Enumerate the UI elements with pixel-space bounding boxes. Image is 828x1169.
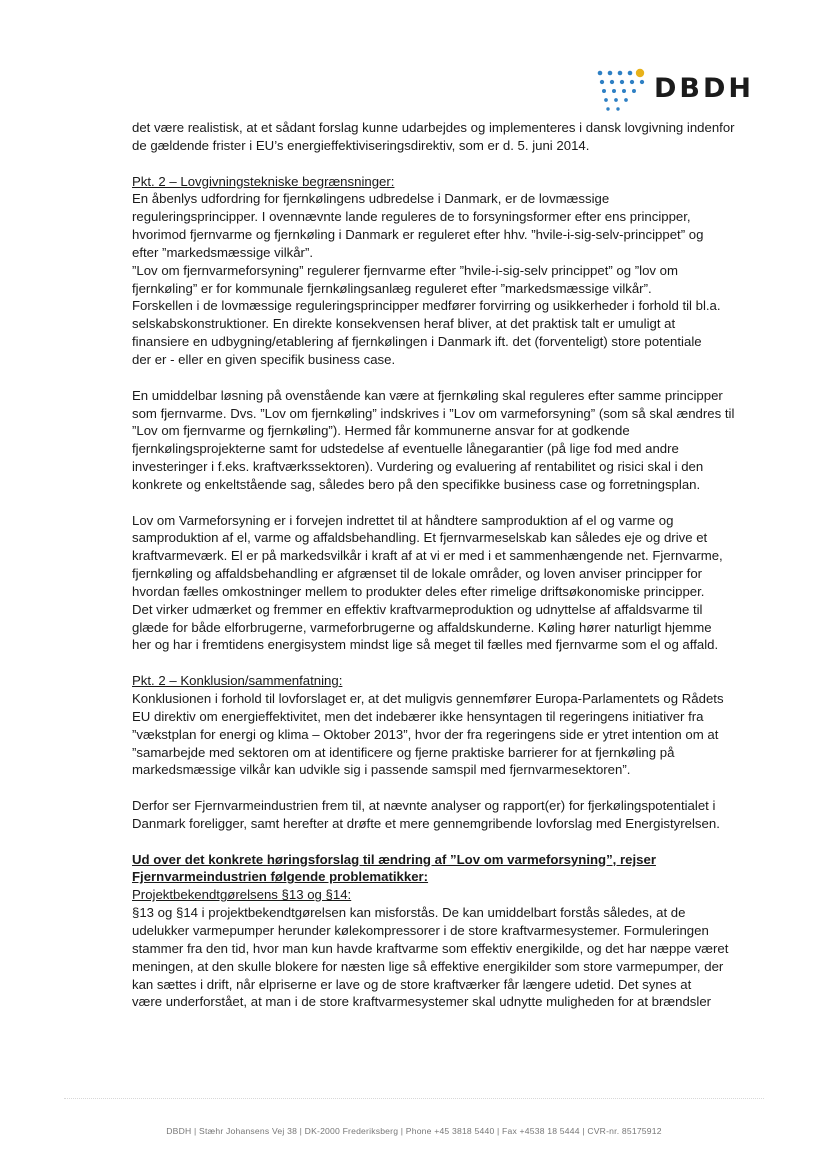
logo-accent-dot bbox=[636, 69, 644, 77]
text-line: hvordan fælles omkostninger mellem to produkter deles efter rimelige driftsøkonomiske principper. bbox=[132, 583, 705, 599]
text-line: som fjernvarme. Dvs. ”Lov om fjernkøling” indskrives i ”Lov om varmeforsyning” (som så skal ændres til bbox=[132, 405, 735, 421]
text-line: stammer fra den tid, hvor man kun havde kraftvarme som effektiv energikilde, og det har næppe været bbox=[132, 940, 729, 956]
document-body bbox=[132, 119, 762, 1011]
text-line: fjernkølingsprojekterne samt for udstedelse af eventuelle lånegarantier (på lige fod med andre bbox=[132, 441, 679, 457]
text-line: finansiere en udbygning/etablering af fjernkølingen i Danmark ift. det (forventeligt) store potentiale bbox=[132, 334, 702, 350]
logo-dot bbox=[640, 80, 644, 84]
section2-paragraph-2 bbox=[132, 387, 762, 494]
dbdh-logo bbox=[592, 66, 755, 116]
text-line: En åbenlys udfordring for fjernkølingens udbredelse i Danmark, er de lovmæssige bbox=[132, 191, 610, 207]
logo-dot bbox=[608, 71, 613, 76]
section3-heading bbox=[132, 672, 762, 690]
logo-dot bbox=[622, 89, 626, 93]
section4-subheading-text: Projektbekendtgørelsens §13 og §14: bbox=[132, 887, 352, 903]
section4-heading bbox=[132, 851, 762, 887]
logo-dot bbox=[606, 107, 609, 110]
text-line: samproduktion af el, varme og affaldsbehandling. Et fjernvarmeselskab kan således eje og drive et bbox=[132, 530, 708, 546]
text-line: ”Lov om fjernvarme og fjernkøling”). Hermed får kommunerne ansvar for at godkende bbox=[132, 423, 630, 439]
logo-dots-icon bbox=[592, 66, 654, 116]
text-line: Ud over det konkrete høringsforslag til ændring af ”Lov om varmeforsyning”, rejser bbox=[132, 851, 656, 867]
text-line: markedsmæssige vilkår kan udvikle sig i passende samspil med fjernvarmesektoren”. bbox=[132, 762, 631, 778]
text-line: de gældende frister i EU’s energieffektiviseringsdirektiv, som er d. 5. juni 2014. bbox=[132, 137, 590, 153]
logo-dot bbox=[630, 80, 634, 84]
logo-dot bbox=[614, 98, 618, 102]
logo-dot bbox=[600, 80, 604, 84]
section4-subheading bbox=[132, 886, 762, 904]
logo-dot bbox=[616, 107, 619, 110]
text-line: kan sættes i drift, når elpriserne er lave og de store kraftværker får længere udetid. Det synes at bbox=[132, 976, 692, 992]
text-line: fjernkøling” er for kommunale fjernkølingsanlæg reguleret efter ”markedsmæssige vilkår”. bbox=[132, 280, 652, 296]
text-line: Forskellen i de lovmæssige reguleringsprincipper medfører forvirring og usikkerheder i forhold til bl.a. bbox=[132, 298, 721, 314]
logo-dot bbox=[628, 71, 633, 76]
text-line: udelukker varmepumper herunder kølekompressorer i de store kraftvarmesystemer. Formuleringen bbox=[132, 922, 709, 938]
logo-dot bbox=[632, 89, 636, 93]
section3-paragraph-1 bbox=[132, 690, 762, 779]
text-line: Det virker udmærket og fremmer en effektiv kraftvarmeproduktion og udnyttelse af affaldsvarme til bbox=[132, 601, 703, 617]
section2-paragraph-3 bbox=[132, 512, 762, 655]
text-line: Danmark foreligger, samt herefter at drøfte et mere gennemgribende lovforslag med Energistyrelsen. bbox=[132, 815, 720, 831]
logo-text: DBDH bbox=[654, 73, 755, 104]
text-line: Lov om Varmeforsyning er i forvejen indrettet til at håndtere samproduktion af el og varme og bbox=[132, 512, 674, 528]
section4-paragraph-1 bbox=[132, 904, 762, 1011]
text-line: her og har i fremtidens energisystem mindst lige så meget til fælles med fjernvarme som el og affald. bbox=[132, 637, 719, 653]
text-line: Derfor ser Fjernvarmeindustrien frem til, at nævnte analyser og rapport(er) for fjerkølingspotentialet i bbox=[132, 798, 716, 814]
text-line: ”vækstplan for energi og klima – Oktober 2013”, hvor der fra regeringens side er ytret intention om at bbox=[132, 726, 719, 742]
logo-dot bbox=[620, 80, 624, 84]
text-line: det være realistisk, at et sådant forslag kunne udarbejdes og implementeres i dansk lovgivning indenfor bbox=[132, 120, 735, 135]
text-line: Fjernvarmeindustrien følgende problematikker: bbox=[132, 869, 429, 885]
page-footer: DBDH | Stæhr Johansens Vej 38 | DK-2000 Frederiksberg | Phone +45 3818 5440 | Fax +4538 18 5444 | CVR-nr. 85175912 bbox=[166, 1126, 662, 1136]
section3-heading-text: Pkt. 2 – Konklusion/sammenfatning: bbox=[132, 673, 343, 689]
text-line: meningen, at den skulle blokere for næsten lige så effektive energikilder som store varmepumper, der bbox=[132, 958, 724, 974]
footer-divider bbox=[64, 1098, 764, 1099]
text-line: konkrete og enkeltstående sag, således bero på den specifikke business case og forretningsplan. bbox=[132, 476, 701, 492]
text-line: En umiddelbar løsning på ovenstående kan være at fjernkøling skal reguleres efter samme principper bbox=[132, 387, 723, 403]
logo-dot bbox=[612, 89, 616, 93]
text-line: ”samarbejde med sektoren om at identificere og fjerne praktiske barrierer for at fjernkøling på bbox=[132, 744, 675, 760]
logo-dot bbox=[618, 71, 623, 76]
text-line: ”Lov om fjernvarmeforsyning” regulerer fjernvarme efter ”hvile-i-sig-selv princippet” og ”lov om bbox=[132, 262, 678, 278]
section3-paragraph-2 bbox=[132, 797, 762, 833]
logo-dot bbox=[598, 71, 603, 76]
logo-dot bbox=[604, 98, 608, 102]
text-line: efter ”markedsmæssige vilkår”. bbox=[132, 244, 313, 260]
text-line: reguleringsprincipper. I ovennævnte lande reguleres de to forsyningsformer efter ens principper, bbox=[132, 209, 691, 225]
text-line: Konklusionen i forhold til lovforslaget er, at det muligvis gennemfører Europa-Parlamentets og Rådets bbox=[132, 691, 724, 706]
logo-dot bbox=[602, 89, 606, 93]
text-line: investeringer i f.eks. kraftværkssektoren). Vurdering og evaluering af rentabilitet og risici skal i den bbox=[132, 459, 704, 475]
section2-heading-text: Pkt. 2 – Lovgivningstekniske begrænsninger: bbox=[132, 173, 395, 189]
text-line: hvorimod fjernvarme og fjernkøling i Danmark er reguleret efter hhv. ”hvile-i-sig-selv-princippet” og bbox=[132, 227, 704, 243]
logo-dot bbox=[610, 80, 614, 84]
intro-paragraph bbox=[132, 119, 762, 155]
section2-heading bbox=[132, 173, 762, 191]
text-line: §13 og §14 i projektbekendtgørelsen kan misforstås. De kan umiddelbart forstås således, at de bbox=[132, 905, 686, 921]
text-line: selskabskonstruktioner. En direkte konsekvensen heraf bliver, at det praktisk talt er umuligt at bbox=[132, 316, 676, 332]
text-line: glæde for både elforbrugerne, varmeforbrugerne og affaldskunderne. Køling hører naturligt hjemme bbox=[132, 619, 712, 635]
section2-paragraph-1 bbox=[132, 190, 762, 368]
text-line: EU direktiv om energieffektivitet, men det indebærer ikke hensyntagen til regeringens initiativer fra bbox=[132, 708, 704, 724]
logo-dot bbox=[624, 98, 628, 102]
text-line: kraftvarmeværk. El er på markedsvilkår i kraft af at vi er med i et sammenhængende net. Fjernvarme, bbox=[132, 548, 723, 564]
text-line: der er - eller en given specifik business case. bbox=[132, 351, 396, 367]
text-line: fjernkøling og affaldsbehandling er afgrænset til de lokale områder, og loven anviser principper for bbox=[132, 566, 703, 582]
text-line: være underforstået, at man i de store kraftvarmesystemer skal udnytte muligheden for at brændsler bbox=[132, 994, 712, 1010]
